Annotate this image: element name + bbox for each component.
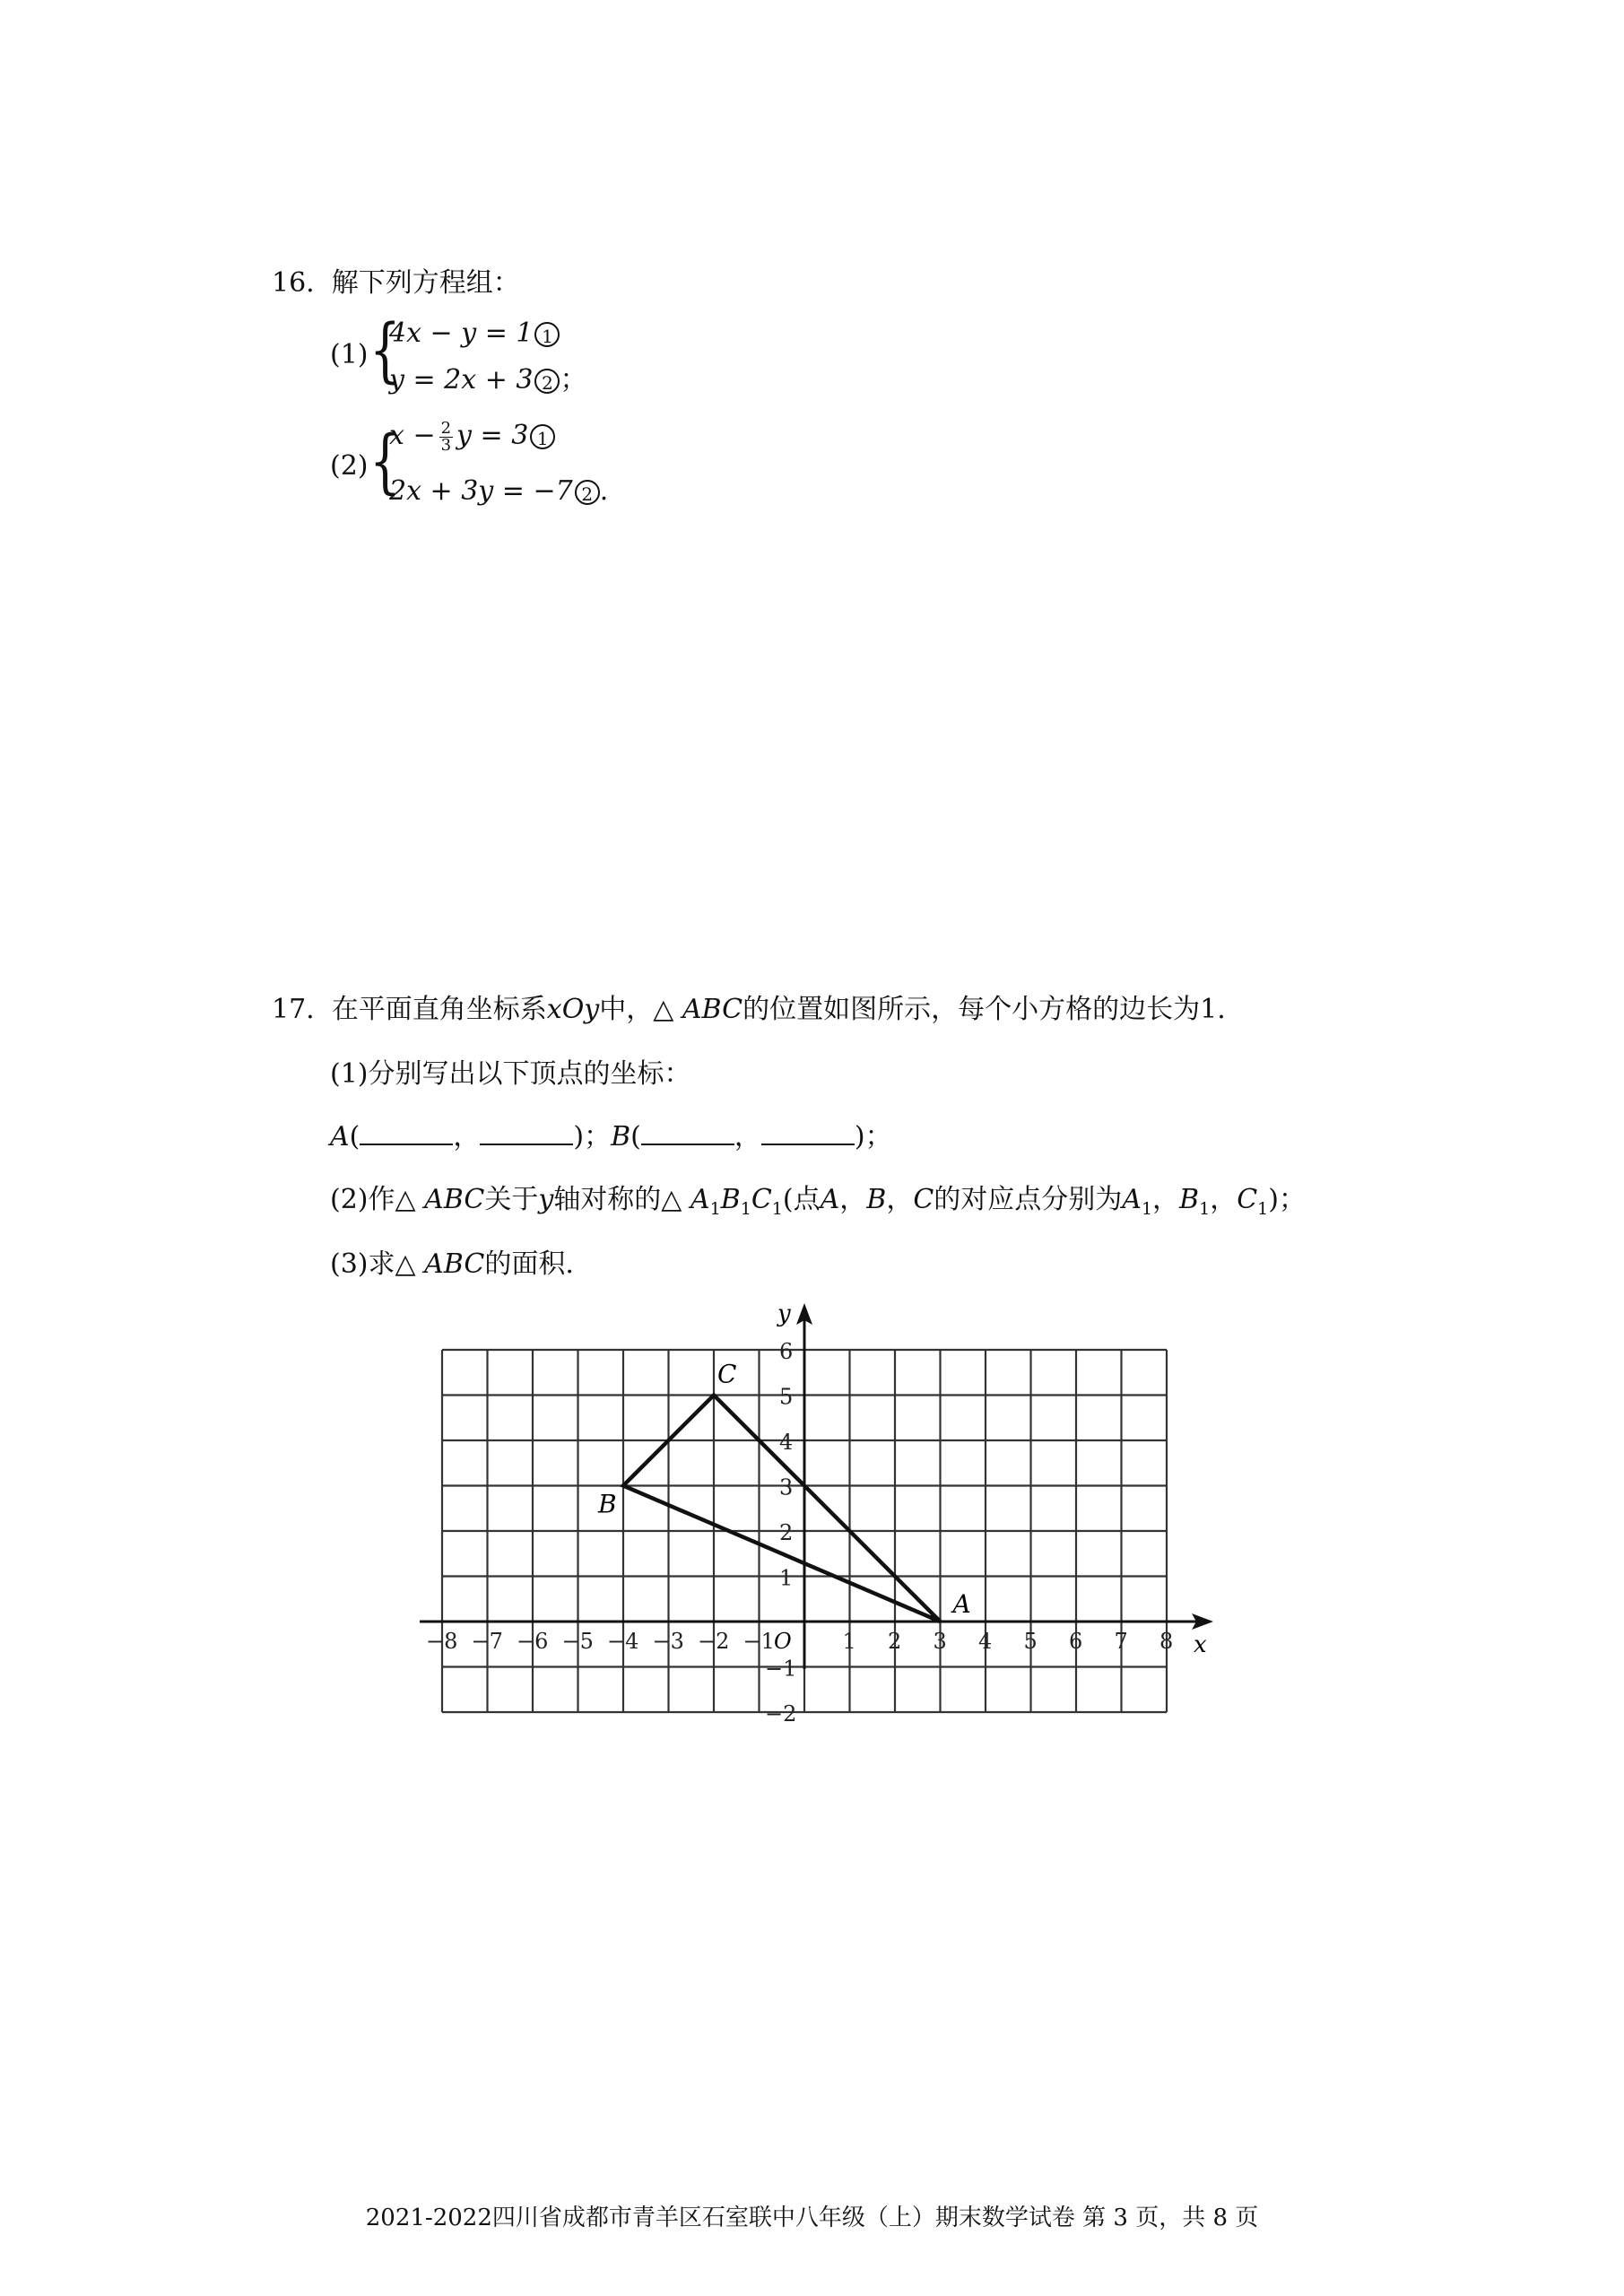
x-tick-label: −6 [517, 1629, 549, 1654]
x-tick-label: 3 [933, 1629, 947, 1654]
y-axis-label: y [777, 1300, 791, 1327]
x-tick-label: 4 [978, 1629, 993, 1654]
y-tick-label: 3 [779, 1474, 794, 1500]
q17-sub1: (1)分别写出以下顶点的坐标： [330, 1058, 691, 1090]
q16-part1-label: (1) [330, 339, 369, 370]
q17-stem: 17. 在平面直角坐标系xOy中，△ ABC的位置如图所示，每个小方格的边长为1. [272, 994, 1226, 1025]
y-tick-label: −1 [765, 1656, 797, 1682]
x-tick-label: −4 [607, 1629, 639, 1654]
q17-sub3: (3)求△ ABC的面积. [330, 1248, 574, 1280]
fraction: $\frac{2}{3}$ [440, 418, 452, 455]
x-tick-label: −3 [652, 1629, 684, 1654]
y-tick-label: 5 [779, 1384, 794, 1410]
x-tick-label: 7 [1114, 1629, 1128, 1654]
x-axis-label: x [1194, 1631, 1207, 1658]
q16-part2-eq1: x − $\frac{2}{3}$ y = 3 1 [389, 420, 555, 454]
vertex-label-a: A [952, 1589, 971, 1619]
x-tick-label: 1 [842, 1629, 856, 1654]
q16-part2-eq2: 2x + 3y = −7 2 . [389, 475, 609, 507]
q16-number: 16. [272, 267, 315, 299]
vertex-label-b: B [598, 1489, 617, 1519]
x-tick-label: −5 [561, 1629, 594, 1654]
x-tick-label: −8 [426, 1629, 458, 1654]
x-tick-label: 6 [1069, 1629, 1083, 1654]
x-tick-label: 5 [1023, 1629, 1038, 1654]
left-brace-icon: { [369, 422, 401, 502]
page-footer: 2021-2022四川省成都市青羊区石室联中八年级（上）期末数学试卷 第 3 页，共 8 页 [365, 2205, 1259, 2231]
q16-text: 解下列方程组： [331, 267, 520, 299]
x-tick-label: −7 [471, 1629, 503, 1654]
q17-sub2: (2)作△ ABC关于y轴对称的△ $A_1B_1C_1$(点A，B，C的对应点分别为$A_1$，$B_1$，$C_1$)； [330, 1184, 1306, 1219]
x-tick-label: −2 [698, 1629, 730, 1654]
x-tick-label: 8 [1159, 1629, 1174, 1654]
y-tick-label: 1 [779, 1565, 794, 1591]
x-tick-label: −1 [743, 1629, 775, 1654]
y-tick-label: −2 [765, 1701, 797, 1726]
q16-part2-label: (2) [330, 450, 369, 482]
x-tick-label: 2 [888, 1629, 902, 1654]
y-tick-label: 2 [779, 1520, 794, 1545]
circled-number-icon: 1 [534, 322, 560, 347]
q16-part1-eq2: y = 2x + 3 2 ； [389, 364, 587, 396]
y-tick-label: 6 [779, 1339, 794, 1364]
q17-coords: A( ， )；B( ， )； [330, 1121, 892, 1152]
vertex-label-c: C [717, 1359, 737, 1389]
circled-number-icon: 1 [530, 424, 555, 449]
y-tick-label: 4 [779, 1430, 794, 1455]
origin-label: O [774, 1629, 792, 1654]
q17-number: 17. [272, 994, 315, 1025]
q16-part1-eq1: 4x − y = 1 1 [389, 317, 560, 349]
circled-number-icon: 2 [575, 480, 600, 505]
circled-number-icon: 2 [534, 369, 560, 394]
left-brace-icon: { [369, 310, 401, 391]
